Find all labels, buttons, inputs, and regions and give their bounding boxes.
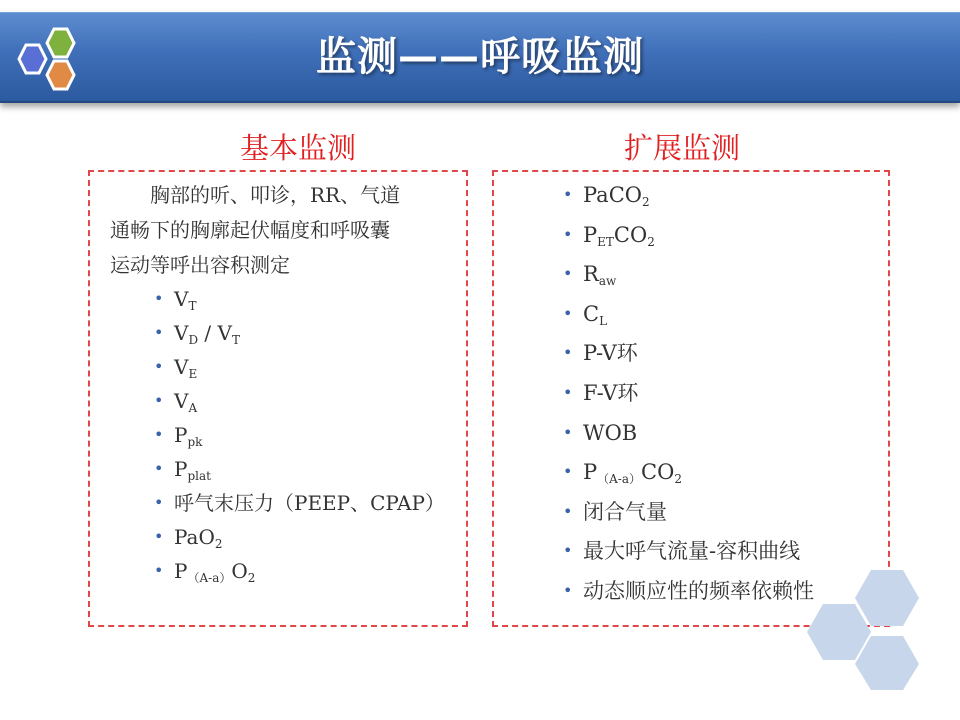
list-item: • 动态顺应性的频率依赖性	[583, 574, 814, 614]
list-item: • 最大呼气流量-容积曲线	[583, 534, 814, 574]
list-item: • $V_T$	[174, 282, 445, 316]
bullet-dot-icon: •	[154, 357, 164, 376]
bullet-dot-icon: •	[563, 382, 573, 402]
basic-monitoring-description	[110, 178, 455, 283]
bullet-dot-icon: •	[154, 425, 164, 444]
list-item: • P-V环	[583, 336, 814, 376]
bullet-dot-icon: •	[563, 580, 573, 600]
bullet-dot-icon: •	[154, 289, 164, 308]
list-item: • $P_{(A-a)}O_2$	[174, 554, 445, 588]
list-item: • WOB	[583, 416, 814, 456]
bullet-dot-icon: •	[563, 541, 573, 561]
slide-title: 监测——呼吸监测	[316, 34, 644, 80]
bullet-dot-icon: •	[154, 561, 164, 580]
bullet-dot-icon: •	[563, 343, 573, 363]
list-item: • PaCO$_2$	[583, 178, 814, 218]
title-banner	[0, 12, 960, 103]
bullet-dot-icon: •	[154, 459, 164, 478]
bullet-dot-icon: •	[154, 493, 164, 512]
list-item: • 闭合气量	[583, 495, 814, 535]
list-item: • PaO$_2$	[174, 520, 445, 554]
list-item: • $P_{(A-a)}CO_2$	[583, 455, 814, 495]
basic-monitoring-list	[154, 282, 445, 588]
extended-monitoring-heading: 扩展监测	[623, 131, 740, 165]
list-item: • $V_D / V_T$	[174, 316, 445, 350]
description-line: 胸部的听、叩诊，RR、气道	[150, 183, 401, 207]
bullet-dot-icon: •	[154, 527, 164, 546]
list-item: • $P_{pk}$	[174, 418, 445, 452]
list-item: • 呼气末压力（PEEP、CPAP）	[174, 486, 445, 520]
list-item: • $R_{aw}$	[583, 257, 814, 297]
list-item: • $P_{ET}CO_2$	[583, 218, 814, 258]
bullet-dot-icon: •	[563, 501, 573, 521]
bullet-dot-icon: •	[563, 264, 573, 284]
bullet-dot-icon: •	[154, 391, 164, 410]
bullet-dot-icon: •	[563, 303, 573, 323]
list-item: • $V_E$	[174, 350, 445, 384]
bullet-dot-icon: •	[563, 185, 573, 204]
bullet-dot-icon: •	[154, 323, 164, 342]
list-item: • $V_A$	[174, 384, 445, 418]
list-item: • $P_{plat}$	[174, 452, 445, 486]
bullet-dot-icon: •	[563, 422, 573, 442]
list-item: • F-V环	[583, 376, 814, 416]
bullet-dot-icon: •	[563, 224, 573, 244]
extended-monitoring-list	[563, 178, 814, 614]
description-line: 运动等呼出容积测定	[110, 253, 290, 277]
description-line: 通畅下的胸廓起伏幅度和呼吸囊	[110, 218, 390, 242]
basic-monitoring-heading: 基本监测	[239, 131, 356, 165]
bullet-dot-icon: •	[563, 462, 573, 482]
list-item: • $C_L$	[583, 297, 814, 337]
hexagon-pattern-decoration-icon	[805, 566, 930, 691]
